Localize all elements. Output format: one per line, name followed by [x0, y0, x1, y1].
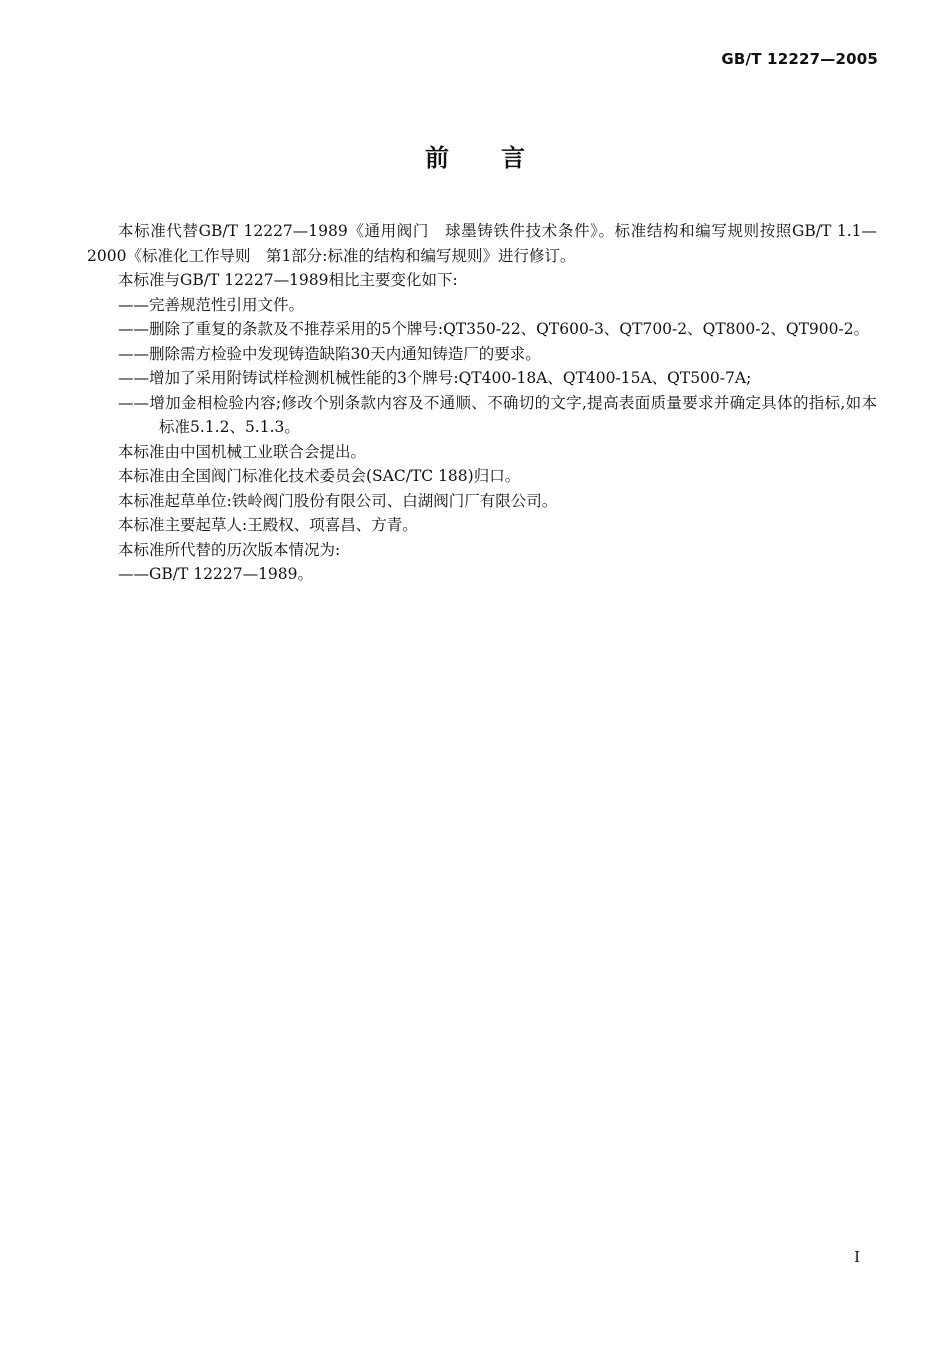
change-item: ——增加了采用附铸试样检测机械性能的3个牌号:QT400-18A、QT400-15A、QT500-7A; — [118, 369, 752, 387]
paragraph-proposed-by: 本标准由中国机械工业联合会提出。 — [118, 442, 367, 461]
paragraph-drafters: 本标准主要起草人:王殿权、项喜昌、方青。 — [118, 516, 418, 534]
previous-edition-item: ——GB/T 12227—1989。 — [118, 565, 314, 583]
page-title: 前言 — [425, 144, 577, 172]
paragraph-centralized-by: 本标准由全国阀门标准化技术委员会(SAC/TC 188)归口。 — [118, 467, 521, 485]
change-item: ——完善规范性引用文件。 — [118, 295, 305, 314]
paragraph-changes-intro: 本标准与GB/T 12227—1989相比主要变化如下: — [118, 271, 458, 289]
standard-number: GB/T 12227—2005 — [721, 50, 878, 68]
change-item: ——删除了重复的条款及不推荐采用的5个牌号:QT350-22、QT600-3、QT700-2、QT800-2、QT900-2。 — [118, 320, 870, 338]
change-item: ——增加金相检验内容;修改个别条款内容及不通顺、不确切的文字,提高表面质量要求并确定具体的指标,如本标准5.1.2、5.1.3。 — [118, 393, 877, 436]
paragraph-previous-editions: 本标准所代替的历次版本情况为: — [118, 540, 341, 559]
change-item: ——删除需方检验中发现铸造缺陷30天内通知铸造厂的要求。 — [118, 344, 541, 363]
document-body — [87, 219, 877, 587]
page-number: I — [854, 1248, 860, 1266]
paragraph-replaces: 本标准代替GB/T 12227—1989《通用阀门 球墨铸铁件技术条件》。标准结构和编写规则按照GB/T 1.1—2000《标准化工作导则 第1部分:标准的结构和编写规则》进行修订。 — [87, 222, 877, 265]
paragraph-drafting-units: 本标准起草单位:铁岭阀门股份有限公司、白湖阀门厂有限公司。 — [118, 491, 558, 510]
